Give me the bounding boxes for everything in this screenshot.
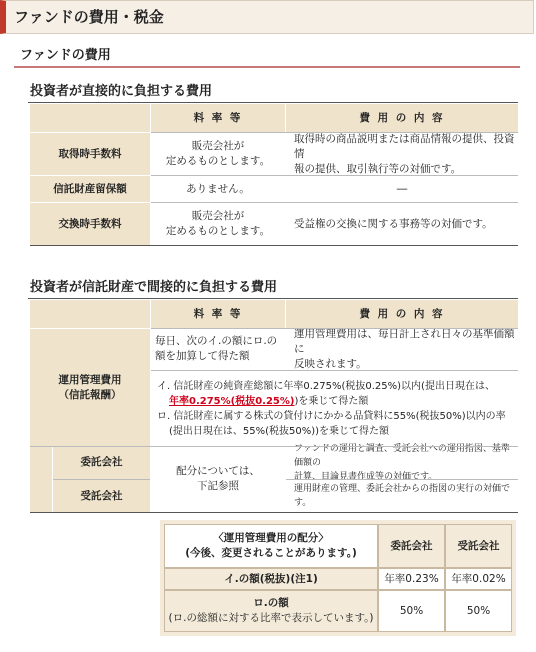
indirect-costs-title: 投資者が信託財産で間接的に負担する費用 xyxy=(30,280,278,295)
allocation-row-i-trustee: 年率0.02% xyxy=(445,568,512,590)
header-rate: 料 率 等 xyxy=(151,104,285,132)
allocation-header xyxy=(164,524,378,568)
rate-line: 定めるものとします。 xyxy=(165,225,271,237)
acquisition-fee-content xyxy=(286,133,518,175)
exchange-fee-rate xyxy=(151,203,285,245)
row-divider xyxy=(151,175,518,176)
label-line: (ロ.の総額に対する比率で表示しています。) xyxy=(168,612,374,624)
alloc-line: 配分については、 xyxy=(176,465,260,477)
current-rate-highlight: 年率0.275%(税抜0.25%) xyxy=(169,396,295,407)
trust-reserve-rate: ありません。 xyxy=(186,182,250,195)
label-line: ロ.の額 xyxy=(253,597,289,609)
row-divider xyxy=(286,479,518,480)
allocation-row-ro-trustee: 50% xyxy=(445,590,512,632)
content-line: 報の提供、取引執行等の対価です。 xyxy=(294,162,462,175)
content-line: ファンドの運用と調査、受託会社への運用指図、基準価額の xyxy=(294,443,510,468)
content-line: 運用管理費用は、毎日計上され日々の基準価額に xyxy=(294,327,515,355)
management-fee-content xyxy=(286,329,518,369)
rate-line: 販売会社が xyxy=(191,140,245,152)
row-label-trust-reserve: 信託財産留保額 xyxy=(30,176,150,202)
alloc-head-line: 〈運用管理費用の配分〉 xyxy=(213,532,329,544)
content-line: 反映されます。 xyxy=(294,357,367,370)
row-divider xyxy=(151,202,518,203)
row-divider xyxy=(151,328,518,329)
table-bottom-rule xyxy=(30,245,518,246)
header-rate: 料 率 等 xyxy=(151,300,285,328)
detail-ro-line-2: (提出日現在は、55%(税抜50%))を乗じて得た額 xyxy=(169,426,390,437)
row-divider xyxy=(151,370,518,371)
detail-i-line: イ. 信託財産の純資産総額に年率0.275%(税抜0.25%)以内(提出日現在は、 xyxy=(157,381,495,392)
alloc-line: 下記参照 xyxy=(197,480,239,492)
detail-ro-line: ロ. 信託財産に属する株式の貸付けにかかる品貸料に55%(税抜50%)以内の率 xyxy=(157,411,506,422)
detail-i-line-2 xyxy=(157,394,368,409)
exchange-fee-content: 受益権の交換に関する事務等の対価です。 xyxy=(294,217,493,230)
allocation-col-trustor: 委託会社 xyxy=(378,524,445,568)
direct-costs-divider xyxy=(28,102,518,103)
management-fee-detail xyxy=(151,372,518,446)
header-content: 費 用 の 内 容 xyxy=(286,104,518,132)
alloc-head-line: (今後、変更されることがあります。) xyxy=(185,547,357,559)
header-blank-cell xyxy=(30,300,150,328)
label-line: （信託報酬） xyxy=(58,388,122,401)
allocation-note xyxy=(151,446,285,512)
rate-line: 毎日、次のイ.の額にロ.の xyxy=(155,335,278,347)
trust-reserve-content: ― xyxy=(396,182,408,195)
allocation-table xyxy=(160,520,516,636)
rate-line: 販売会社が xyxy=(191,210,245,222)
row-label-exchange-fee: 交換時手数料 xyxy=(30,203,150,245)
content-line: 計算、目論見書作成等の対価です。 xyxy=(294,471,438,482)
trustor-content xyxy=(286,443,518,482)
label-line: 運用管理費用 xyxy=(58,373,122,386)
header-content: 費 用 の 内 容 xyxy=(286,300,518,328)
allocation-row-i-trustor: 年率0.23% xyxy=(378,568,445,590)
allocation-row-ro-trustor: 50% xyxy=(378,590,445,632)
row-label-acquisition-fee: 取得時手数料 xyxy=(30,133,150,175)
row-divider xyxy=(30,446,518,447)
table-bottom-rule xyxy=(30,512,518,513)
detail-i-rest: )を乗じて得た額 xyxy=(294,396,369,407)
trustee-content: 運用財産の管理、委託会社からの指図の実行の対価です。 xyxy=(294,484,511,508)
indent-cell xyxy=(30,446,52,512)
row-label-trustor: 委託会社 xyxy=(53,446,150,479)
row-label-management-fee xyxy=(30,329,150,446)
section-divider xyxy=(14,66,520,68)
indirect-costs-divider xyxy=(28,298,518,299)
header-blank-cell xyxy=(30,104,150,132)
allocation-row-i-label: イ.の額(税抜)(注1) xyxy=(164,568,378,590)
direct-costs-title: 投資者が直接的に負担する費用 xyxy=(30,84,213,99)
section-title: ファンドの費用 xyxy=(20,48,111,63)
row-divider xyxy=(53,479,150,480)
rate-line: 額を加算して得た額 xyxy=(155,350,250,362)
management-fee-rate xyxy=(151,329,285,369)
allocation-row-ro-label xyxy=(164,590,378,632)
page-title: ファンドの費用・税金 xyxy=(0,0,534,34)
acquisition-fee-rate xyxy=(151,133,285,175)
row-label-trustee: 受託会社 xyxy=(53,480,150,512)
allocation-col-trustee: 受託会社 xyxy=(445,524,512,568)
rate-line: 定めるものとします。 xyxy=(165,155,271,167)
content-line: 取得時の商品説明または商品情報の提供、投資情 xyxy=(294,132,515,160)
row-divider xyxy=(151,132,518,133)
